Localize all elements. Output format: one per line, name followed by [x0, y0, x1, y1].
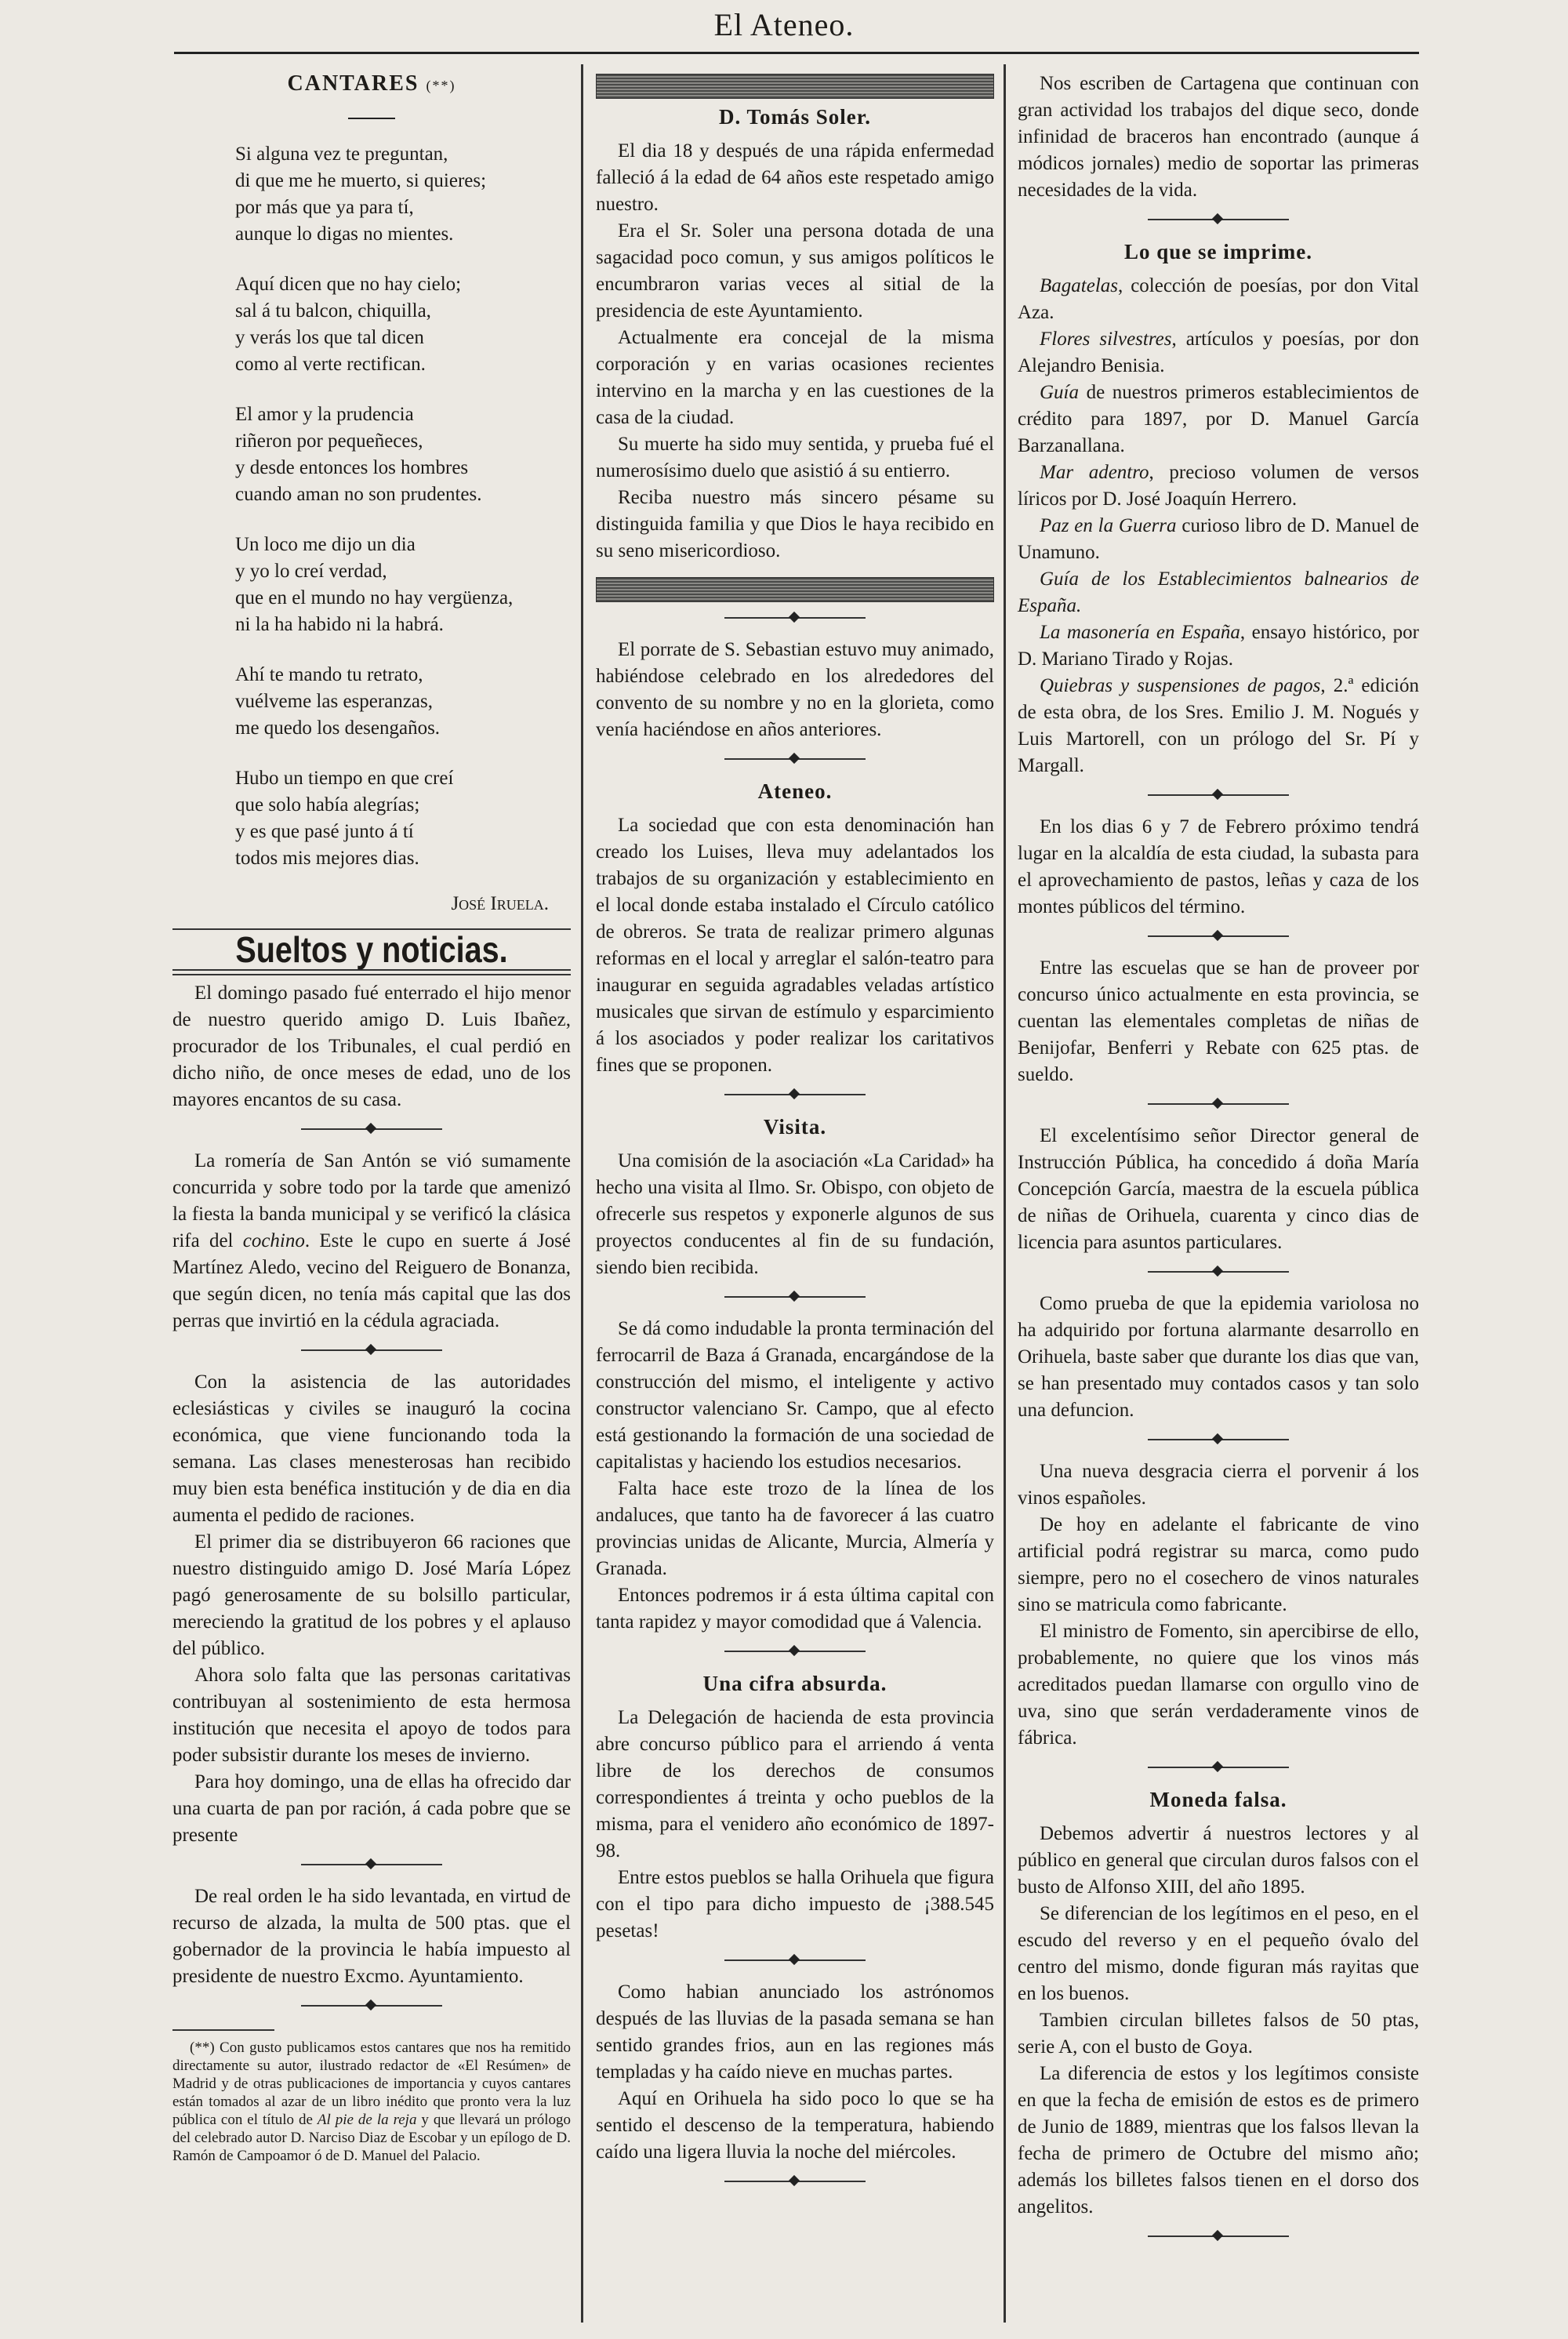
article-paragraph: Actualmente era concejal de la misma corporación y en varias ocasiones recientes intervino en la marcha y en las cuestiones de la casa de la ciudad. [596, 327, 994, 428]
article-paragraph: Una nueva desgracia cierra el porvenir á los vinos españoles. [1018, 1461, 1419, 1509]
poem-line: Un loco me dijo un dia [235, 534, 416, 555]
article-paragraph: De hoy en adelante el fabricante de vino artificial podrá registrar su marca, como pudo siempre, pero no el cosechero de vinos naturales sino se matricula como fabricante. [1018, 1514, 1419, 1615]
poem-line: Si alguna vez te preguntan, [235, 143, 448, 165]
poem-line: El amor y la prudencia [235, 404, 414, 425]
ornament-divider [301, 1995, 442, 2017]
poem-line: que en el mundo no hay vergüenza, [235, 587, 514, 608]
article-paragraph: La sociedad que con esta denominación han creado los Luises, lleva muy adelantados los trabajos de su organización y establecimiento en el local donde estaba instalado el Círculo católico de obreros. Se trata de realizar primero algunas reformas en el local y arreglar el salón-teatro para inaugurar en seguida agradables veladas artístico musicales que sirvan de estímulo y esparcimiento á los asociados y poder realizar los caritativos fines que se proponen. [596, 815, 994, 1076]
article-paragraph: La diferencia de estos y los legítimos consiste en que la fecha de emisión de estos es de primero de Junio de 1889, mientras que los falsos llevan la fecha de primero de Octubre del mismo año; además los billetes falsos tienen en el dorso dos angelitos. [1018, 2063, 1419, 2217]
article-paragraph: Su muerte ha sido muy sentida, y prueba fué el numerosísimo duelo que asistió á su entierro. [596, 434, 994, 481]
article-paragraph: Aquí en Orihuela ha sido poco lo que se ha sentido el descenso de la temperatura, habiendo caído una ligera lluvia la noche del miércoles. [596, 2088, 994, 2163]
poem-line: Aquí dicen que no hay cielo; [235, 274, 462, 295]
ornament-divider [724, 2170, 866, 2192]
ornament-divider [1148, 1429, 1289, 1451]
article-paragraph: El porrate de S. Sebastian estuvo muy animado, habiéndose celebrado en los alrededores del convento de su nombre y no en la glorieta, como venía haciéndose en años anteriores. [596, 639, 994, 740]
poem-line: y desde entonces los hombres [235, 457, 469, 478]
mourning-bar [596, 577, 994, 602]
article-paragraph: Entre estos pueblos se halla Orihuela que figura con el tipo para dicho impuesto de ¡388.545 pesetas! [596, 1867, 994, 1941]
poem-stanza [235, 532, 571, 638]
book-entry: Mar adentro, precioso volumen de versos líricos por D. José Joaquín Herrero. [1018, 462, 1420, 510]
book-entry: Paz en la Guerra curioso libro de D. Manuel de Unamuno. [1018, 515, 1419, 563]
ornament-divider [724, 607, 866, 629]
article-paragraph: Se dá como indudable la pronta terminación del ferrocarril de Baza á Granada, encargándose de la construcción del mismo, el inteligente y activo constructor valenciano Sr. Campo, que al efecto está gestionando la formación de una sociedad de capitalistas y haciendo los estudios necesarios. [596, 1318, 994, 1473]
article-paragraph: El ministro de Fomento, sin apercibirse de ello, probablemente, no quiere que los vinos más acreditados puedan llamarse con orgullo vino de uva, sino que serán verdaderamente vinos de fábrica. [1018, 1621, 1419, 1749]
column-rule [581, 64, 583, 2323]
poem-line: y yo lo creí verdad, [235, 561, 387, 582]
poem-line: todos mis mejores dias. [235, 848, 419, 869]
poem-line: cuando aman no son prudentes. [235, 484, 482, 505]
masthead-rule [174, 52, 1419, 54]
article-paragraph: Debemos advertir á nuestros lectores y al público en general que circulan duros falsos con el busto de Alfonso XIII, del año 1895. [1018, 1823, 1419, 1898]
soler-heading: D. Tomás Soler. [718, 105, 872, 129]
book-entry: Guía de nuestros primeros establecimientos de crédito para 1897, por D. Manuel García Barzanallana. [1018, 382, 1419, 456]
ornament-divider [301, 1339, 442, 1361]
article-paragraph: Como habian anunciado los astrónomos después de las lluvias de la pasada semana se han sentido grandes frios, aun en las regiones más templadas y ha caído nieve en muchas partes. [596, 1981, 994, 2083]
book-entry: Flores silvestres, artículos y poesías, por don Alejandro Benisia. [1018, 329, 1419, 376]
ornament-divider [1148, 209, 1289, 231]
poem-line: riñeron por pequeñeces, [235, 430, 423, 452]
poem-signature: José Iruela. [451, 893, 549, 914]
article-paragraph: De real orden le ha sido levantada, en virtud de recurso de alzada, la multa de 500 ptas. que el gobernador de la provincia le había impuesto al presidente de nuestro Excmo. Ayuntamiento. [172, 1886, 571, 1987]
ornament-divider [724, 1286, 866, 1308]
article-paragraph: Reciba nuestro más sincero pésame su distinguida familia y que Dios le haya recibido en su seno misericordioso. [596, 487, 994, 561]
masthead-title: El Ateneo. [713, 7, 855, 42]
ornament-divider [301, 1854, 442, 1876]
book-entry: La masonería en España, ensayo histórico, por D. Mariano Tirado y Rojas. [1018, 622, 1419, 670]
column-middle [596, 71, 994, 2200]
article-paragraph: Entre las escuelas que se han de proveer por concurso único actualmente en esta provincia, se cuentan las elementales completas de niñas de Benijofar, Benferri y Rebate con 625 ptas. de sueldo. [1018, 957, 1419, 1085]
ornament-divider [724, 1640, 866, 1662]
ornament-divider [1148, 1261, 1289, 1283]
article-paragraph: Nos escriben de Cartagena que continuan con gran actividad los trabajos del dique seco, donde infinidad de braceros han encontrado (aunque á módicos jornales) medio de soportar las primeras necesidades de la vida. [1018, 73, 1419, 201]
poem-line: y es que pasé junto á tí [235, 821, 414, 842]
article-paragraph: Como prueba de que la epidemia variolosa no ha adquirido por fortuna alarmante desarrollo en Orihuela, baste saber que durante los dias que van, se han presentado muy contados casos y tan solo una defuncion. [1018, 1293, 1419, 1421]
article-paragraph: La romería de San Antón se vió sumamente concurrida y sobre todo por la tarde que amenizó la fiesta la banda municipal y se verificó la clásica rifa del cochino. Este le cupo en suerte á José Martínez Aledo, vecino del Reiguero de Bonanza, que según dicen, no tenía más capital que las dos perras que invirtió en la cédula agraciada. [172, 1150, 571, 1331]
cantares-ornament [172, 100, 571, 127]
poem-stanza [235, 141, 571, 248]
poem-line: como al verte rectifican. [235, 354, 426, 375]
cifra-heading: Una cifra absurda. [702, 1672, 887, 1695]
article-paragraph: La Delegación de hacienda de esta provincia abre concurso público para el arriendo á venta libre de los derechos de consumos correspondientes á treinta y ocho pueblos de la misma, para el venidero año económico de 1897-98. [596, 1707, 994, 1861]
cantares-heading [172, 71, 571, 99]
article-paragraph: Para hoy domingo, una de ellas ha ofrecido dar una cuarta de pan por ración, á cada pobre que se presente [172, 1771, 571, 1846]
poem-line: Ahí te mando tu retrato, [235, 664, 423, 685]
footnote-mark: (**) [426, 78, 456, 93]
article-paragraph: Falta hace este trozo de la línea de los andaluces, que tanto ha de favorecer á las cuatro provincias unidas de Alicante, Murcia, Almería y Granada. [596, 1478, 994, 1579]
poem-stanza [235, 401, 571, 508]
poem-stanza [235, 662, 571, 742]
article-paragraph: Era el Sr. Soler una persona dotada de una sagacidad poco comun, y sus amigos políticos le encumbraron varias veces al sitial de la presidencia de este Ayuntamiento. [596, 220, 994, 321]
poem-line: que solo había alegrías; [235, 794, 420, 815]
article-paragraph: Tambien circulan billetes falsos de 50 ptas, serie A, con el busto de Goya. [1018, 2010, 1419, 2058]
ornament-divider [724, 1084, 866, 1106]
ornament-divider [1148, 1093, 1289, 1115]
poem [172, 141, 571, 872]
mourning-bar [596, 74, 994, 99]
poem-line: por más que ya para tí, [235, 197, 414, 218]
book-entry: Quiebras y suspensiones de pagos, 2.ª edición de esta obra, de los Sres. Emilio J. M. Nogués y Luis Martorell, con un prólogo del Sr. Pí y Margall. [1018, 675, 1420, 776]
book-listing [1018, 273, 1419, 779]
ornament-divider [724, 1949, 866, 1971]
poem-line: di que me he muerto, si quieres; [235, 170, 487, 191]
imprime-heading: Lo que se imprime. [1124, 240, 1312, 263]
poem-line: Hubo un tiempo en que creí [235, 768, 454, 789]
article-paragraph: Ahora solo falta que las personas caritativas contribuyan al sostenimiento de esta hermosa institución que necesita el apoyo de todos para poder subsistir durante los meses de invierno. [172, 1665, 571, 1766]
poem-stanza [235, 271, 571, 378]
poem-line: sal á tu balcon, chiquilla, [235, 300, 431, 321]
article-paragraph: Una comisión de la asociación «La Caridad» ha hecho una visita al Ilmo. Sr. Obispo, con objeto de ofrecerle sus respetos y exponerle algunos de sus proyectos conducentes al fin de su fundación, siendo bien recibida. [596, 1150, 994, 1278]
article-paragraph: El domingo pasado fué enterrado el hijo menor de nuestro querido amigo D. Luis Ibañez, procurador de los Tribunales, el cual perdió en dicho niño, de once meses de edad, uno de los mayores encantos de su casa. [172, 982, 571, 1110]
footnote: (**) Con gusto publicamos estos cantares que nos ha remitido directamente su autor, ilustrado redactor de «El Resúmen» de Madrid y de otras publicaciones de importancia y cuyos cantares están tomados al azar de un libro inédito que pronto vera la luz pública con el título de Al pie de la reja y que llevará un prólogo del celebrado autor D. Narciso Diaz de Escobar y un epílogo de D. Ramón de Campoamor ó de D. Manuel del Palacio. [172, 2039, 571, 2164]
ornament-divider [1148, 925, 1289, 947]
poem-line: aunque lo digas no mientes. [235, 223, 454, 245]
article-paragraph: Se diferencian de los legítimos en el peso, en el escudo del reverso y en el pequeño óvalo del centro del mismo, donde figuran más rayitas que en los buenos. [1018, 1903, 1419, 2004]
sueltos-heading: Sueltos y noticias. [235, 929, 508, 970]
section-rule [172, 969, 571, 975]
ornament-divider [1148, 1756, 1289, 1778]
ornament-divider [1148, 2225, 1289, 2247]
article-paragraph: El excelentísimo señor Director general de Instrucción Pública, ha concedido á doña María Concepción García, maestra de la escuela pública de niñas de Orihuela, cuarenta y cinco dias de licencia para asuntos particulares. [1018, 1125, 1419, 1253]
ornament-divider [301, 1118, 442, 1140]
moneda-heading: Moneda falsa. [1149, 1788, 1287, 1811]
cantares-title: CANTARES [287, 71, 419, 96]
ornament-divider [724, 748, 866, 770]
column-left [172, 71, 571, 2165]
poem-line: me quedo los desengaños. [235, 717, 441, 739]
column-rule [1004, 64, 1006, 2323]
article-paragraph: El primer dia se distribuyeron 66 raciones que nuestro distinguido amigo D. José María López pagó generosamente de su bolsillo particular, mereciendo la gratitud de los pobres y el aplauso del público. [172, 1531, 571, 1659]
book-entry: Guía de los Establecimientos balnearios de España. [1018, 568, 1419, 616]
poem-line: y verás los que tal dicen [235, 327, 424, 348]
ateneo-heading: Ateneo. [757, 779, 833, 803]
visita-heading: Visita. [763, 1115, 827, 1139]
article-paragraph: En los dias 6 y 7 de Febrero próximo tendrá lugar en la alcaldía de esta ciudad, la subasta para el aprovechamiento de pastos, leñas y caza de los montes públicos del término. [1018, 816, 1419, 917]
book-entry: Bagatelas, colección de poesías, por don Vital Aza. [1018, 275, 1419, 323]
poem-stanza [235, 765, 571, 872]
article-paragraph: El dia 18 y después de una rápida enfermedad falleció á la edad de 64 años este respetado amigo nuestro. [596, 140, 994, 215]
poem-line: vuélveme las esperanzas, [235, 691, 433, 712]
article-paragraph: Entonces podremos ir á esta última capital con tanta rapidez y mayor comodidad que á Valencia. [596, 1585, 994, 1633]
ornament-divider [1148, 784, 1289, 806]
footnote-rule [172, 2029, 274, 2031]
column-right [1018, 71, 1419, 2255]
poem-line: ni la ha habido ni la habrá. [235, 614, 444, 635]
article-paragraph: Con la asistencia de las autoridades eclesiásticas y civiles se inauguró la cocina económica, que viene funcionando toda la semana. Las clases menesterosas han recibido muy bien esta benéfica institución y de dia en dia aumenta el pedido de raciones. [172, 1371, 571, 1526]
